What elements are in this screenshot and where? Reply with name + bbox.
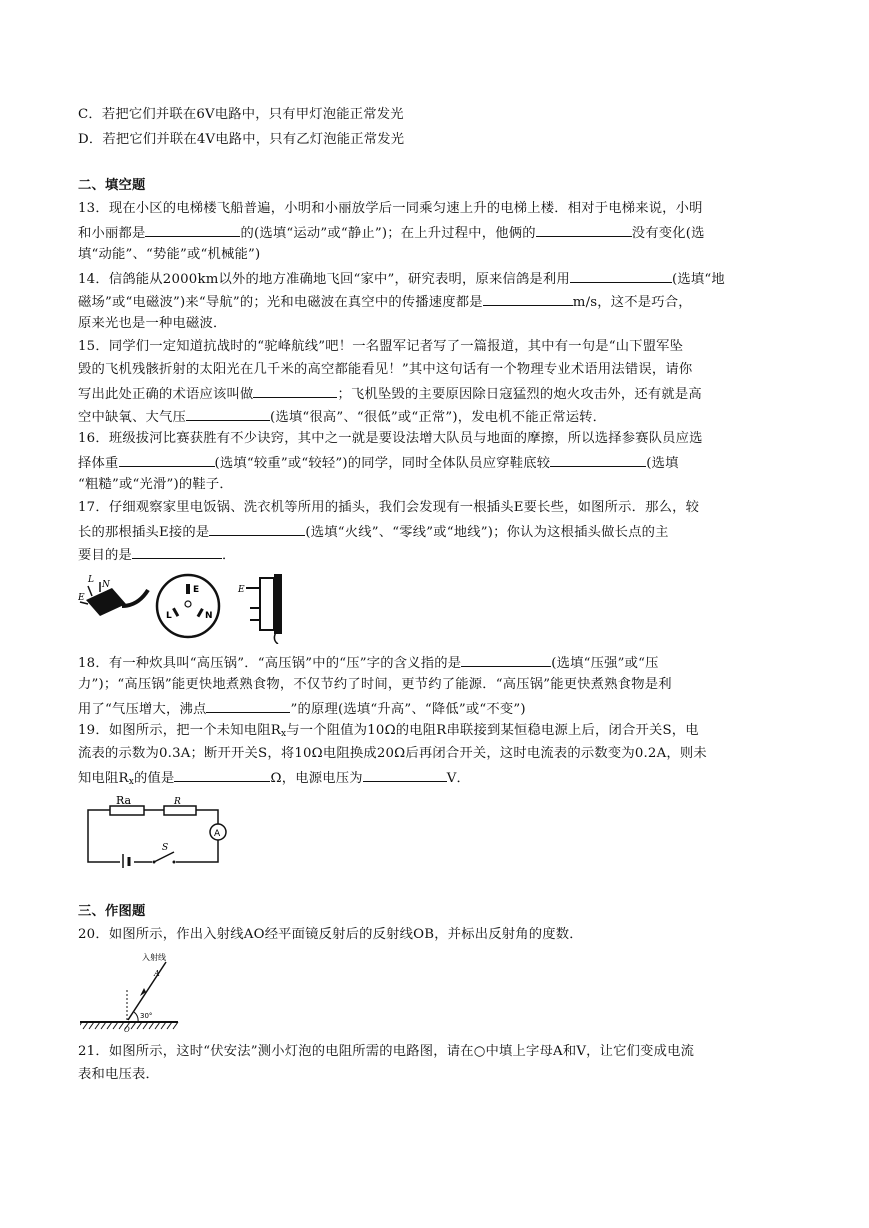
q17-blank-2[interactable] — [132, 544, 222, 559]
q13-line1: 13．现在小区的电梯楼飞船普遍，小明和小丽放学后一同乘匀速上升的电梯上楼．相对于电梯来说，小明 — [78, 201, 703, 216]
q19-sub: x — [281, 729, 287, 739]
label-point-a: A — [154, 969, 160, 978]
q15-line2: 毁的飞机残骸折射的太阳光在几千米的高空都能看见！”其中这句话有一个物理专业术语用法错误，请你 — [78, 362, 693, 377]
q19-text: Ω，电源电压为 — [270, 771, 363, 786]
q13-line2 — [78, 222, 705, 244]
label-ammeter: A — [214, 829, 221, 839]
plug1-label-e: E — [78, 593, 85, 603]
q17-text: 要目的是 — [78, 548, 132, 563]
socket-label-l: L — [166, 611, 172, 621]
q18-text: 用了“气压增大，沸点 — [78, 702, 207, 717]
socket-label-e: E — [193, 585, 200, 595]
q16-text: 择体重 — [78, 456, 119, 471]
q19-line3 — [78, 767, 470, 792]
q18-text: (选填“压强”或“压 — [551, 656, 659, 671]
label-ra: Ra — [116, 796, 132, 807]
mirror-figure-q20 — [80, 950, 180, 1032]
q14-blank-2[interactable] — [483, 291, 573, 306]
q20-line1: 20．如图所示，作出入射线AO经平面镜反射后的反射线OB，并标出反射角的度数． — [78, 927, 583, 942]
q18-line2: 力”)；“高压锅”能更快地煮熟食物，不仅节约了时间，更节约了能源．“高压锅”能更快煮熟食物是利 — [78, 677, 672, 692]
q14-blank-1[interactable] — [570, 268, 672, 283]
q19-sub: x — [128, 777, 134, 787]
resistor-r — [164, 806, 196, 815]
section-fill-in-title: 二、填空题 — [78, 178, 146, 193]
q17-line3 — [78, 544, 236, 566]
q19-blank-1[interactable] — [174, 767, 270, 782]
q18-text: 18．有一种炊具叫“高压锅”．“高压锅”中的“压”字的含义指的是 — [78, 656, 462, 671]
q19-text: V． — [446, 771, 471, 786]
q13-text: 没有变化(选 — [631, 226, 705, 241]
q14-line3: 原来光也是一种电磁波． — [78, 316, 227, 331]
section-drawing-title: 三、作图题 — [78, 904, 146, 919]
resistor-ra — [110, 806, 144, 815]
q17-line1: 17．仔细观察家里电饭锅、洗衣机等所用的插头，我们会发现有一根插头E要长些，如图所示．那么，较 — [78, 500, 700, 515]
q14-text: 14．信鸽能从2000km以外的地方准确地飞回“家中”，研究表明，原来信鸽是利用 — [78, 272, 570, 287]
q15-blank-2[interactable] — [186, 406, 270, 421]
q15-line1: 15．同学们一定知道抗战时的“驼峰航线”吧！一名盟军记者写了一篇报道，其中有一句是“山下盟军坠 — [78, 339, 684, 354]
q18-line3 — [78, 698, 526, 720]
q16-text: (选填“较重”或“较轻”)的同学，同时全体队员应穿鞋底较 — [214, 456, 551, 471]
q13-text: 的(选填“运动”或“静止”)；在上升过程中，他俩的 — [240, 226, 536, 241]
q18-text: ”的原理(选填“升高”、“降低”或“不变”) — [290, 702, 526, 717]
circuit-figure-q19 — [80, 796, 240, 868]
plug1-label-l: L — [88, 575, 94, 585]
q19-line2: 流表的示数为0.3A；断开开关S，将10Ω电阻换成20Ω后再闭合开关，这时电流表的示数变为0.2A，则未 — [78, 746, 707, 761]
q14-text: m/s，这不是巧合， — [572, 295, 692, 310]
q19-blank-2[interactable] — [363, 767, 447, 782]
label-switch: S — [162, 843, 169, 853]
q13-text: 和小丽都是 — [78, 226, 146, 241]
q15-text: (选填“很高”、“很低”或“正常”)，发电机不能正常运转． — [269, 410, 607, 425]
q15-text: ；飞机坠毁的主要原因除日寇猛烈的炮火攻击外，还有就是高 — [337, 387, 702, 402]
q18-line1 — [78, 652, 659, 674]
q14-text: (选填“地 — [671, 272, 725, 287]
q16-text: (选填 — [646, 456, 679, 471]
q14-line2 — [78, 291, 692, 313]
q19-text: 的值是 — [133, 771, 175, 786]
label-r: R — [174, 797, 181, 807]
q15-line3 — [78, 383, 702, 405]
q21-line1: 21．如图所示，这时“伏安法”测小灯泡的电阻所需的电路图，请在○中填上字母A和V，让它们变成电流 — [78, 1044, 695, 1059]
plug1-label-n: N — [102, 580, 110, 590]
q15-text: 空中缺氧、大气压 — [78, 410, 186, 425]
q17-text: (选填“火线”、“零线”或“地线”)；你认为这根插头做长点的主 — [305, 525, 669, 540]
q19-text: 与一个阻值为10Ω的电阻R串联接到某恒稳电源上后，闭合开关S，电 — [286, 723, 699, 738]
q16-line1: 16．班级拔河比赛获胜有不少诀窍，其中之一就是要设法增大队员与地面的摩擦，所以选择参赛队员应选 — [78, 431, 703, 446]
label-incident-ray: 入射线 — [142, 953, 166, 962]
q15-text: 写出此处正确的术语应该叫做 — [78, 387, 254, 402]
q17-blank-1[interactable] — [209, 521, 305, 536]
option-d: D．若把它们并联在4V电路中，只有乙灯泡能正常发光 — [78, 132, 405, 147]
q13-blank-2[interactable] — [536, 222, 632, 237]
q16-line3: “粗糙”或“光滑”)的鞋子． — [78, 477, 233, 492]
option-c: C．若把它们并联在6V电路中，只有甲灯泡能正常发光 — [78, 107, 404, 122]
plug-side-view — [78, 575, 148, 616]
socket-label-n: N — [205, 611, 213, 621]
q17-text: 长的那根插头E接的是 — [78, 525, 210, 540]
socket-front-view — [157, 575, 219, 637]
plug2-label-e: E — [238, 585, 245, 595]
label-origin-o: O — [124, 1026, 130, 1032]
plug-pins-view — [237, 574, 282, 644]
q13-blank-1[interactable] — [145, 222, 240, 237]
q16-line2 — [78, 452, 679, 474]
q19-text: 知电阻R — [78, 771, 129, 786]
q18-blank-2[interactable] — [206, 698, 290, 713]
label-angle: 30° — [140, 1012, 153, 1020]
q14-line1 — [78, 268, 725, 290]
q13-line3: 填“动能”、“势能”或“机械能”) — [78, 247, 261, 262]
q21-line2: 表和电压表． — [78, 1067, 159, 1082]
q19-line1 — [78, 721, 699, 744]
q19-text: 19．如图所示，把一个未知电阻R — [78, 723, 281, 738]
q17-text: ． — [222, 548, 236, 563]
q18-blank-1[interactable] — [461, 652, 551, 667]
q15-line4 — [78, 406, 606, 428]
q16-blank-1[interactable] — [119, 452, 215, 467]
q15-blank-1[interactable] — [253, 383, 337, 398]
q16-blank-2[interactable] — [550, 452, 646, 467]
plug-figure — [78, 570, 290, 644]
q17-line2 — [78, 521, 669, 543]
q14-text: 磁场”或“电磁波”)来“导航”的；光和电磁波在真空中的传播速度都是 — [78, 295, 483, 310]
